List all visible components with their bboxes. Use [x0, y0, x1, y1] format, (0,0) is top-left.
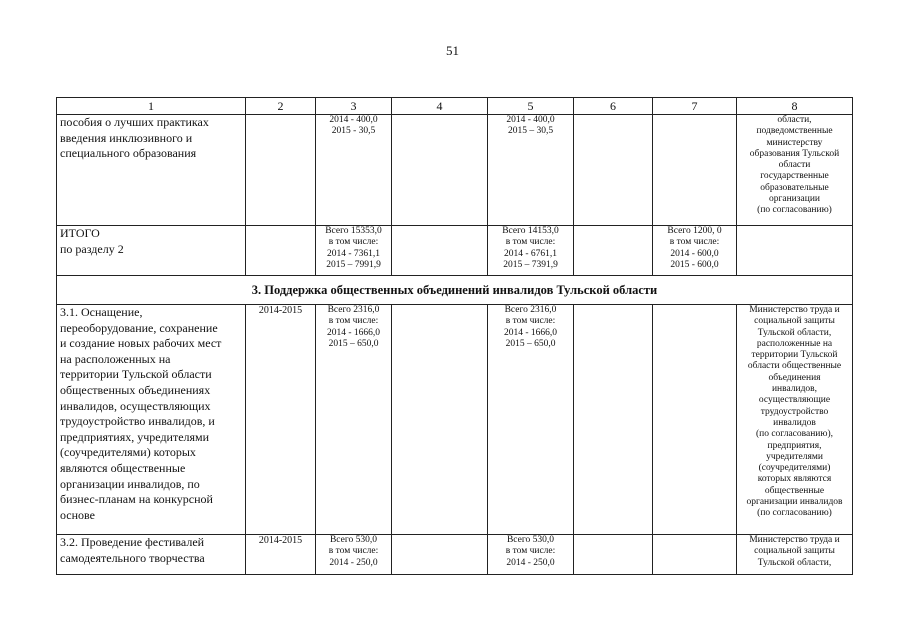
header-cell: 6 [574, 98, 653, 115]
cell-line: 2015 – 650,0 [505, 339, 556, 350]
program-table [56, 97, 853, 575]
cell-line: социальной защиты [754, 316, 835, 327]
cell-line: расположенные на [756, 338, 833, 349]
cell-line: 2014 - 1666,0 [503, 327, 558, 338]
header-cell: 3 [316, 98, 392, 115]
cell-line: в том числе: [505, 237, 556, 248]
cell-line: Тульской области, [757, 327, 832, 338]
cell-line: предприятиях, учредителями [60, 429, 210, 444]
header-cell: 5 [488, 98, 574, 115]
cell-line: Всего 2316,0 [327, 305, 380, 315]
cell-line: в том числе: [505, 316, 556, 327]
cell-line: 2015 – 650,0 [328, 339, 379, 350]
cell-line: 2014 - 1666,0 [326, 327, 381, 338]
funding-cell [574, 226, 653, 276]
cell-line: 2014 - 250,0 [329, 557, 378, 568]
cell-line: 2014 - 6761,1 [503, 248, 558, 259]
table-row [57, 305, 853, 535]
regional-funding-cell [488, 305, 574, 535]
section-row [57, 276, 853, 305]
funding-cell [392, 115, 488, 226]
table-row [57, 115, 853, 226]
cell-line: которых являются [757, 474, 832, 485]
header-cell: 7 [653, 98, 737, 115]
regional-funding-cell [488, 226, 574, 276]
cell-line: (соучредителями) которых [60, 445, 196, 460]
offbudget-funding-cell [653, 305, 737, 535]
cell-line: переоборудование, сохранение [60, 320, 218, 335]
cell-line: в том числе: [328, 316, 379, 327]
cell-line: Всего 1200, 0 [667, 226, 722, 236]
regional-funding-cell [488, 115, 574, 226]
cell-line: 2015 – 7391,9 [503, 260, 558, 271]
cell-line: 2015 - 30,5 [331, 126, 376, 137]
cell-line: области общественные [747, 361, 842, 372]
cell-line: 2015 – 7991,9 [326, 260, 381, 271]
cell-line: самодеятельного творчества [60, 550, 205, 565]
executor-cell [737, 115, 853, 226]
measure-cell [57, 535, 246, 575]
cell-line: Министерство труда и [749, 305, 840, 315]
cell-line: (по согласованию) [757, 508, 832, 519]
funding-cell [574, 115, 653, 226]
cell-line: области [778, 160, 811, 171]
offbudget-funding-cell [653, 226, 737, 276]
cell-line: Всего 2316,0 [504, 305, 557, 315]
header-cell: 8 [737, 98, 853, 115]
cell-line: организации инвалидов [746, 497, 843, 508]
cell-line: государственные [760, 171, 829, 182]
cell-line: подведомственные [756, 126, 833, 137]
cell-line: учредителями [766, 451, 823, 462]
cell-line: 2015 - 600,0 [670, 260, 719, 271]
header-cell: 4 [392, 98, 488, 115]
cell-line: территории Тульской [751, 350, 838, 361]
cell-line: осуществляющие [758, 395, 831, 406]
cell-line: 2014 - 400,0 [329, 115, 378, 125]
funding-cell [392, 226, 488, 276]
cell-line: организации [768, 194, 820, 205]
cell-line: Всего 530,0 [329, 535, 378, 545]
header-cell: 2 [246, 98, 316, 115]
cell-line: инвалидов [773, 417, 816, 428]
cell-line: области, [777, 115, 812, 125]
offbudget-funding-cell [653, 115, 737, 226]
cell-line: территории Тульской области [60, 367, 212, 382]
cell-line: Всего 15353,0 [325, 226, 382, 236]
cell-line: на расположенных на [60, 351, 171, 366]
cell-line: (по согласованию), [755, 429, 834, 440]
total-funding-cell [316, 115, 392, 226]
cell-line: образовательные [760, 182, 829, 193]
table-row [57, 535, 853, 575]
offbudget-funding-cell [653, 535, 737, 575]
cell-line: введения инклюзивного и [60, 130, 193, 145]
cell-line: 2014 - 400,0 [506, 115, 555, 125]
period-cell [246, 226, 316, 276]
cell-line: и создание новых рабочих мест [60, 336, 222, 351]
cell-line: Всего 14153,0 [502, 226, 559, 236]
cell-line: 2014 - 600,0 [670, 248, 719, 259]
cell-line: социальной защиты [754, 546, 835, 557]
cell-line: общественных объединениях [60, 382, 211, 397]
cell-line: 3.2. Проведение фестивалей [60, 535, 205, 549]
cell-line: Тульской области, [757, 557, 832, 568]
cell-line: трудоустройство инвалидов, и [60, 414, 215, 429]
period-cell [246, 305, 316, 535]
total-funding-cell [316, 305, 392, 535]
executor-cell [737, 226, 853, 276]
cell-line: в том числе: [505, 546, 556, 557]
cell-line: 2014-2015 [258, 535, 303, 546]
cell-line: в том числе: [669, 237, 720, 248]
executor-cell [737, 305, 853, 535]
measure-cell [57, 115, 246, 226]
period-cell [246, 535, 316, 575]
measure-cell [57, 305, 246, 535]
cell-line: (по согласованию) [757, 205, 832, 216]
executor-cell [737, 535, 853, 575]
funding-cell [574, 535, 653, 575]
cell-line: пособия о лучших практиках [60, 115, 209, 129]
section-title: 3. Поддержка общественных объединений инвалидов Тульской области [57, 276, 853, 305]
funding-cell [392, 535, 488, 575]
cell-line: являются общественные [60, 460, 186, 475]
cell-line: ИТОГО [60, 226, 100, 240]
total-label-cell [57, 226, 246, 276]
cell-line: трудоустройство [760, 406, 829, 417]
cell-line: Всего 530,0 [506, 535, 555, 545]
cell-line: 2014 - 7361,1 [326, 248, 381, 259]
cell-line: инвалидов, [771, 384, 818, 395]
cell-line: организации инвалидов, по [60, 476, 200, 491]
table-row-total [57, 226, 853, 276]
cell-line: предприятия, [767, 440, 822, 451]
cell-line: объединения [768, 372, 821, 383]
cell-line: в том числе: [328, 237, 379, 248]
header-row [57, 98, 853, 115]
cell-line: (соучредителями) [758, 463, 831, 474]
total-funding-cell [316, 226, 392, 276]
cell-line: 2014 - 250,0 [506, 557, 555, 568]
cell-line: 3.1. Оснащение, [60, 305, 143, 319]
cell-line: в том числе: [328, 546, 379, 557]
cell-line: бизнес-планам на конкурсной [60, 492, 213, 507]
cell-line: по разделу 2 [60, 241, 124, 256]
cell-line: инвалидов, осуществляющих [60, 398, 211, 413]
cell-line: основе [60, 507, 95, 522]
cell-line: 2015 – 30,5 [507, 126, 554, 137]
cell-line: Министерство труда и [749, 535, 840, 545]
cell-line: министерству [766, 137, 823, 148]
cell-line: 2014-2015 [258, 305, 303, 316]
funding-cell [392, 305, 488, 535]
total-funding-cell [316, 535, 392, 575]
cell-line: образования Тульской [749, 148, 840, 159]
header-cell: 1 [57, 98, 246, 115]
funding-cell [574, 305, 653, 535]
cell-line: общественные [764, 485, 825, 496]
period-cell [246, 115, 316, 226]
page-number: 51 [446, 43, 459, 58]
regional-funding-cell [488, 535, 574, 575]
cell-line: специального образования [60, 146, 197, 161]
